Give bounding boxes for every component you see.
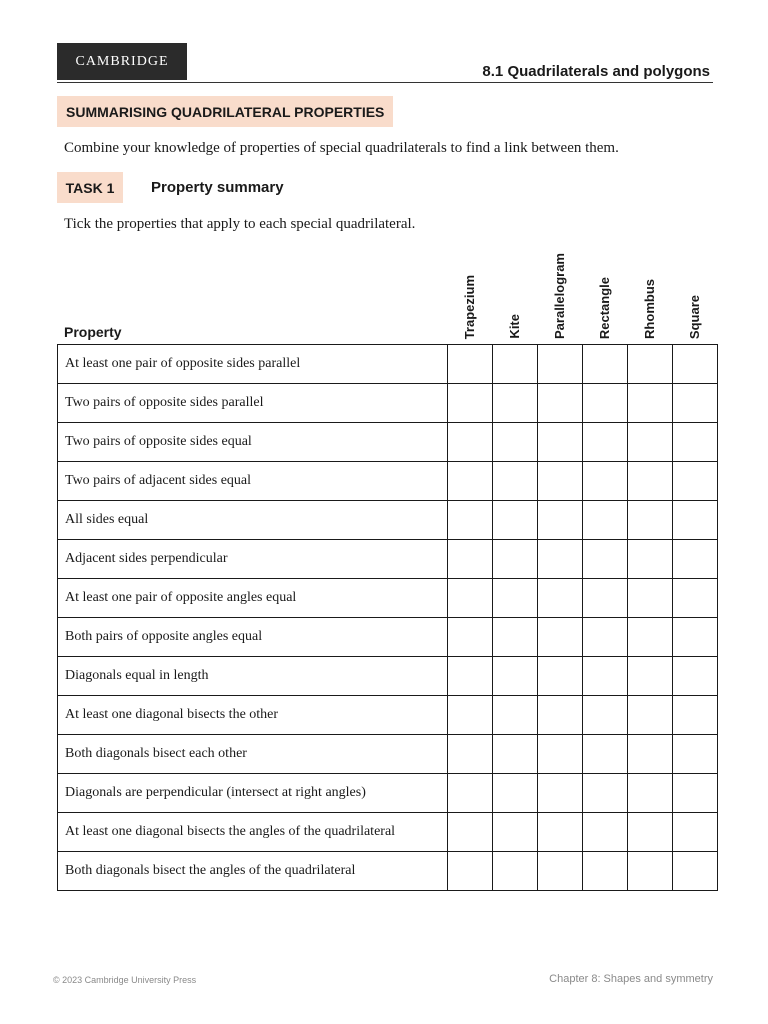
column-header-kite [492, 243, 537, 339]
table-row [58, 852, 718, 891]
tick-cell[interactable] [673, 501, 718, 540]
column-header-label: Square [687, 294, 702, 339]
tick-cell[interactable] [673, 774, 718, 813]
header-divider [57, 82, 713, 83]
tick-cell[interactable] [493, 852, 538, 891]
property-label: Both pairs of opposite angles equal [58, 618, 448, 657]
tick-cell[interactable] [493, 462, 538, 501]
property-label: At least one diagonal bisects the angles of the quadrilateral [58, 813, 448, 852]
tick-cell[interactable] [538, 657, 583, 696]
tick-cell[interactable] [628, 618, 673, 657]
tick-cell[interactable] [493, 540, 538, 579]
tick-cell[interactable] [448, 657, 493, 696]
footer-chapter: Chapter 8: Shapes and symmetry [549, 973, 713, 985]
tick-cell[interactable] [628, 657, 673, 696]
tick-cell[interactable] [448, 384, 493, 423]
tick-cell[interactable] [448, 579, 493, 618]
tick-cell[interactable] [583, 540, 628, 579]
tick-cell[interactable] [583, 423, 628, 462]
tick-cell[interactable] [493, 813, 538, 852]
property-column-header: Property [64, 324, 122, 340]
chapter-title: 8.1 Quadrilaterals and polygons [482, 63, 710, 80]
table-row [58, 813, 718, 852]
task-label: TASK 1 [57, 172, 123, 203]
tick-cell[interactable] [583, 501, 628, 540]
column-header-label: Rhombus [642, 279, 657, 339]
column-header-label: Parallelogram [552, 253, 567, 339]
tick-cell[interactable] [673, 579, 718, 618]
tick-cell[interactable] [448, 696, 493, 735]
property-label: Diagonals are perpendicular (intersect at right angles) [58, 774, 448, 813]
table-row [58, 501, 718, 540]
tick-cell[interactable] [448, 423, 493, 462]
tick-cell[interactable] [538, 618, 583, 657]
tick-cell[interactable] [673, 852, 718, 891]
tick-cell[interactable] [673, 462, 718, 501]
tick-cell[interactable] [538, 735, 583, 774]
tick-cell[interactable] [673, 813, 718, 852]
tick-cell[interactable] [448, 618, 493, 657]
table-row [58, 657, 718, 696]
column-header-label: Trapezium [462, 274, 477, 339]
tick-cell[interactable] [673, 657, 718, 696]
property-label: At least one pair of opposite angles equal [58, 579, 448, 618]
tick-cell[interactable] [538, 774, 583, 813]
tick-cell[interactable] [628, 462, 673, 501]
tick-cell[interactable] [448, 501, 493, 540]
tick-cell[interactable] [538, 696, 583, 735]
tick-cell[interactable] [628, 735, 673, 774]
tick-cell[interactable] [583, 813, 628, 852]
tick-cell[interactable] [628, 384, 673, 423]
property-label: Adjacent sides perpendicular [58, 540, 448, 579]
tick-cell[interactable] [673, 540, 718, 579]
tick-cell[interactable] [448, 462, 493, 501]
tick-cell[interactable] [538, 579, 583, 618]
tick-cell[interactable] [493, 696, 538, 735]
tick-cell[interactable] [628, 501, 673, 540]
tick-cell[interactable] [448, 813, 493, 852]
column-header-rhombus [627, 243, 672, 339]
tick-cell[interactable] [628, 579, 673, 618]
tick-cell[interactable] [673, 345, 718, 384]
property-label: Diagonals equal in length [58, 657, 448, 696]
tick-cell[interactable] [583, 696, 628, 735]
property-label: Two pairs of adjacent sides equal [58, 462, 448, 501]
logo-text: CAMBRIDGE [75, 53, 169, 69]
property-label: Both diagonals bisect each other [58, 735, 448, 774]
tick-cell[interactable] [628, 540, 673, 579]
tick-cell[interactable] [538, 501, 583, 540]
tick-cell[interactable] [538, 462, 583, 501]
tick-cell[interactable] [583, 345, 628, 384]
tick-cell[interactable] [673, 423, 718, 462]
table-row [58, 540, 718, 579]
tick-cell[interactable] [493, 423, 538, 462]
tick-cell[interactable] [493, 735, 538, 774]
tick-cell[interactable] [673, 735, 718, 774]
tick-cell[interactable] [448, 345, 493, 384]
table-row [58, 735, 718, 774]
tick-cell[interactable] [493, 618, 538, 657]
table-row [58, 774, 718, 813]
tick-cell[interactable] [583, 657, 628, 696]
tick-cell[interactable] [673, 384, 718, 423]
tick-cell[interactable] [583, 852, 628, 891]
property-label: Two pairs of opposite sides equal [58, 423, 448, 462]
tick-cell[interactable] [538, 345, 583, 384]
tick-cell[interactable] [538, 384, 583, 423]
tick-cell[interactable] [628, 696, 673, 735]
tick-cell[interactable] [493, 774, 538, 813]
property-label: Two pairs of opposite sides parallel [58, 384, 448, 423]
tick-cell[interactable] [448, 540, 493, 579]
section-intro: Combine your knowledge of properties of special quadrilaterals to find a link between them. [64, 140, 619, 156]
table-row [58, 579, 718, 618]
tick-cell[interactable] [628, 813, 673, 852]
cambridge-logo [57, 43, 187, 80]
table-row [58, 696, 718, 735]
tick-cell[interactable] [448, 852, 493, 891]
table-row [58, 618, 718, 657]
tick-cell[interactable] [583, 384, 628, 423]
tick-cell[interactable] [673, 618, 718, 657]
property-label: At least one pair of opposite sides parallel [58, 345, 448, 384]
tick-cell[interactable] [583, 774, 628, 813]
tick-cell[interactable] [448, 735, 493, 774]
tick-cell[interactable] [493, 345, 538, 384]
tick-cell[interactable] [628, 774, 673, 813]
property-label: All sides equal [58, 501, 448, 540]
tick-cell[interactable] [493, 657, 538, 696]
column-header-parallelogram [537, 243, 582, 339]
task-title: Property summary [151, 179, 284, 196]
tick-cell[interactable] [583, 579, 628, 618]
column-header-label: Rectangle [597, 276, 612, 339]
table-row [58, 462, 718, 501]
column-header-trapezium [447, 243, 492, 339]
section-heading: SUMMARISING QUADRILATERAL PROPERTIES [57, 96, 393, 127]
column-header-label: Kite [507, 314, 522, 339]
tick-cell[interactable] [448, 774, 493, 813]
tick-cell[interactable] [583, 735, 628, 774]
property-label: At least one diagonal bisects the other [58, 696, 448, 735]
tick-cell[interactable] [538, 852, 583, 891]
tick-cell[interactable] [628, 423, 673, 462]
tick-cell[interactable] [583, 618, 628, 657]
footer-copyright: © 2023 Cambridge University Press [53, 975, 197, 985]
tick-cell[interactable] [538, 813, 583, 852]
tick-cell[interactable] [493, 579, 538, 618]
tick-cell[interactable] [538, 423, 583, 462]
tick-cell[interactable] [538, 540, 583, 579]
property-label: Both diagonals bisect the angles of the quadrilateral [58, 852, 448, 891]
tick-cell[interactable] [628, 345, 673, 384]
column-header-rectangle [582, 243, 627, 339]
task-instruction: Tick the properties that apply to each special quadrilateral. [64, 216, 416, 232]
table-row [58, 423, 718, 462]
property-table [57, 344, 718, 891]
tick-cell[interactable] [673, 696, 718, 735]
column-header-square [672, 243, 717, 339]
tick-cell[interactable] [493, 501, 538, 540]
table-row [58, 384, 718, 423]
table-row [58, 345, 718, 384]
tick-cell[interactable] [583, 462, 628, 501]
tick-cell[interactable] [493, 384, 538, 423]
tick-cell[interactable] [628, 852, 673, 891]
